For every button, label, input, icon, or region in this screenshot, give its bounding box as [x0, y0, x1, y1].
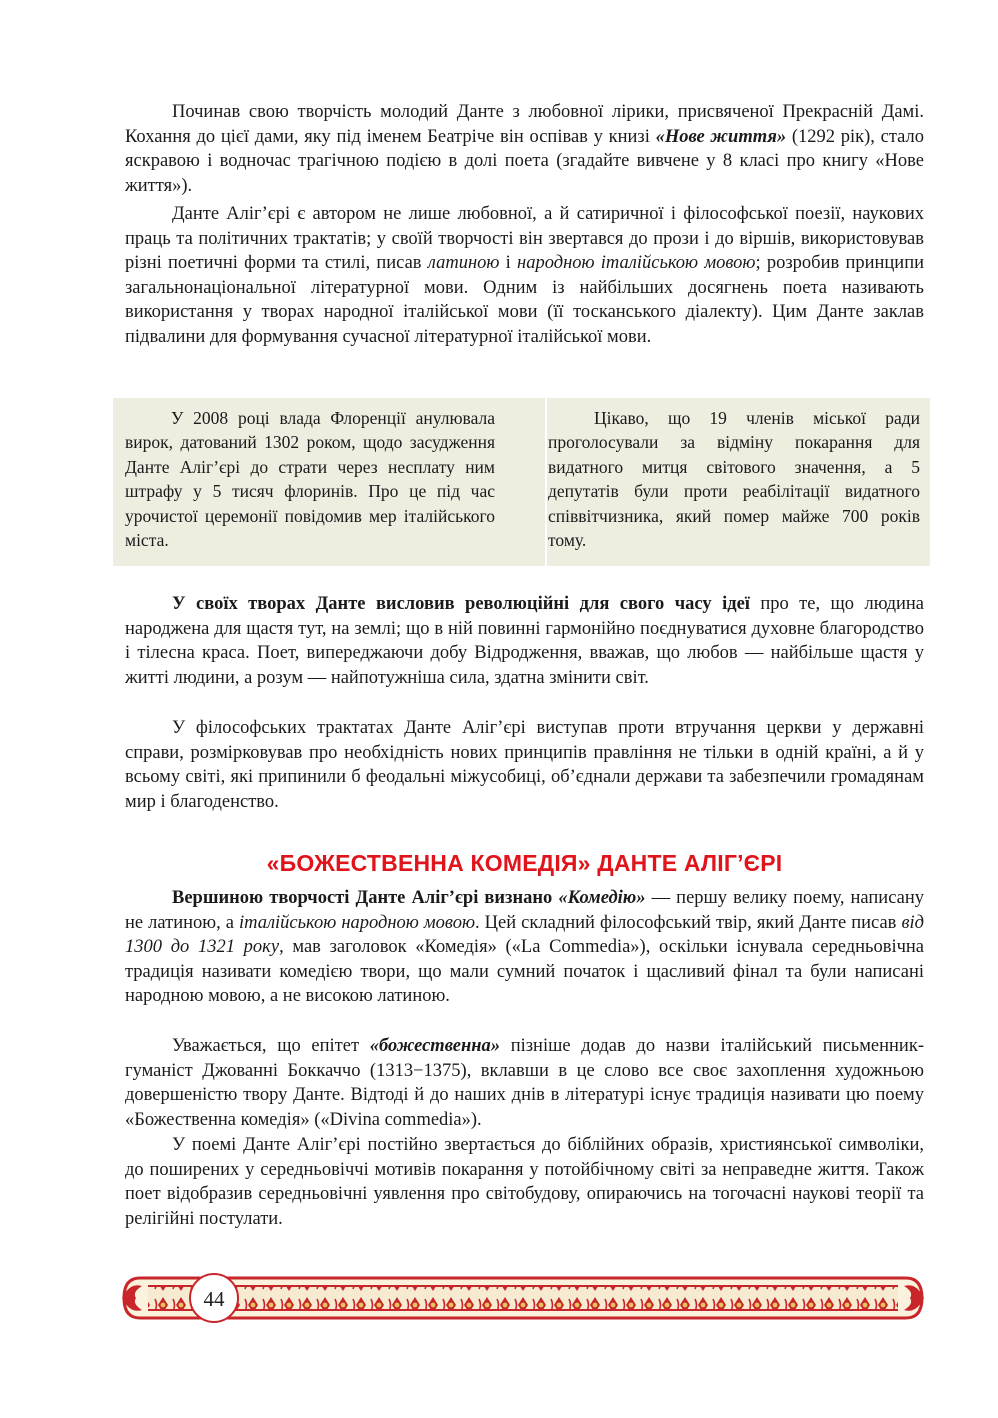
- paragraph-works-overview: Данте Аліг’єрі є автором не лише любовної, а й сатиричної і філософської поезії, наукових праць та політичних трактатів; у своїй творчості він звертався до прози і до віршів, використовував різні поетичні форми та стилі, писав латиною і народною італійською мовою; розробив принципи загальнонаціональної літературної мови. Одним із найбільших досягнень поета називають використання у творах народної італійської мови (її тосканського діалекту). Цим Данте заклав підвалини для формування сучасної літературної італійської мови.: [125, 204, 925, 347]
- paragraph-love-lyrics: Починав свою творчість молодий Данте з любовної лірики, присвяченої Прекрасній Дамі. Кохання до цієї дами, яку під іменем Беатріче він оспівав у книзі «Нове життя» (1292 рік), стало яскравою і водночас трагічною подією в долі поета (згадайте вивчене у 8 класі про книгу «Нове життя»).: [125, 102, 925, 196]
- paragraph-divine-epithet: Уважається, що епітет «божественна» пізніше додав до назви італійський письменник-гуманіст Джованні Боккаччо (1313−1375), вклавши в це слово все своє захоплення художньою довершеністю твору Данте. Відтоді й до наших днів в літературі існує традиція називати цю поему «Божественна комедія» («Divina commedia»).: [125, 1036, 924, 1130]
- section-title: «БОЖЕСТВЕННА КОМЕДІЯ» ДАНТЕ АЛІГ’ЄРІ: [266, 850, 783, 876]
- book-title-nove-zhyttia: «Нове життя»: [655, 126, 787, 147]
- fact-box-left-text: У 2008 році влада Флоренції анулювала вирок, датований 1302 роком, щодо засудження Данте Аліг’єрі до страти через несплату ним штрафу у 5 тисяч флоринів. Про це під час урочистої церемонії повідомив мер італійського міста.: [125, 408, 495, 551]
- paragraph-revolutionary-ideas: У своїх творах Данте висловив революційні для свого часу ідеї про те, що людина народжена для щастя тут, на землі; що в ній повинні гармонійно поєднуватися духовне благородство і тілесна краса. Поет, випереджаючи добу Відродження, вважав, що любов — найбільше щастя у житті людини, а розум — найпотужніша сила, здатна змінити світ.: [125, 594, 924, 688]
- fact-box: [113, 398, 930, 566]
- page-number: 44: [203, 1287, 225, 1311]
- fact-box-right-text: Цікаво, що 19 членів міської ради проголосували за відміну покарання для видатного митця світового значення, а 5 депутатів були проти реабілітації видатного співвітчизника, який помер майже 700 років тому.: [548, 408, 920, 551]
- fact-box-divider: [545, 398, 547, 566]
- paragraph-biblical-images: У поемі Данте Аліг’єрі постійно звертається до біблійних образів, християнської символіки, до поширених у середньовіччі мотивів покарання у потойбічному світі за неправедне життя. Також поет відобразив середньовічні уявлення про світобудову, опираючись на тогочасні наукові теорії та релігійні постулати.: [125, 1135, 924, 1229]
- paragraph-philosophical-treatises: У філософських трактатах Данте Аліг’єрі виступав проти втручання церкви у державні справи, розмірковував про необхідність нових принципів правління не тільки в одній країні, а й у всьому світі, які припинили б феодальні міжусобиці, об’єднали держави та забезпечили громадянам мир і благоденство.: [125, 718, 924, 812]
- paragraph-comedy-intro: Вершиною творчості Данте Аліг’єрі визнано «Комедію» — першу велику поему, написану не латиною, а італійською народною мовою. Цей складний філософський твір, який Данте писав від 1300 до 1321 року, мав заголовок «Комедія» («La Commedia»), оскільки існувала середньовічна традиція називати комедією твори, що мали сумний початок і щасливий фінал та були написані народною мовою, а не високою латиною.: [125, 888, 924, 1007]
